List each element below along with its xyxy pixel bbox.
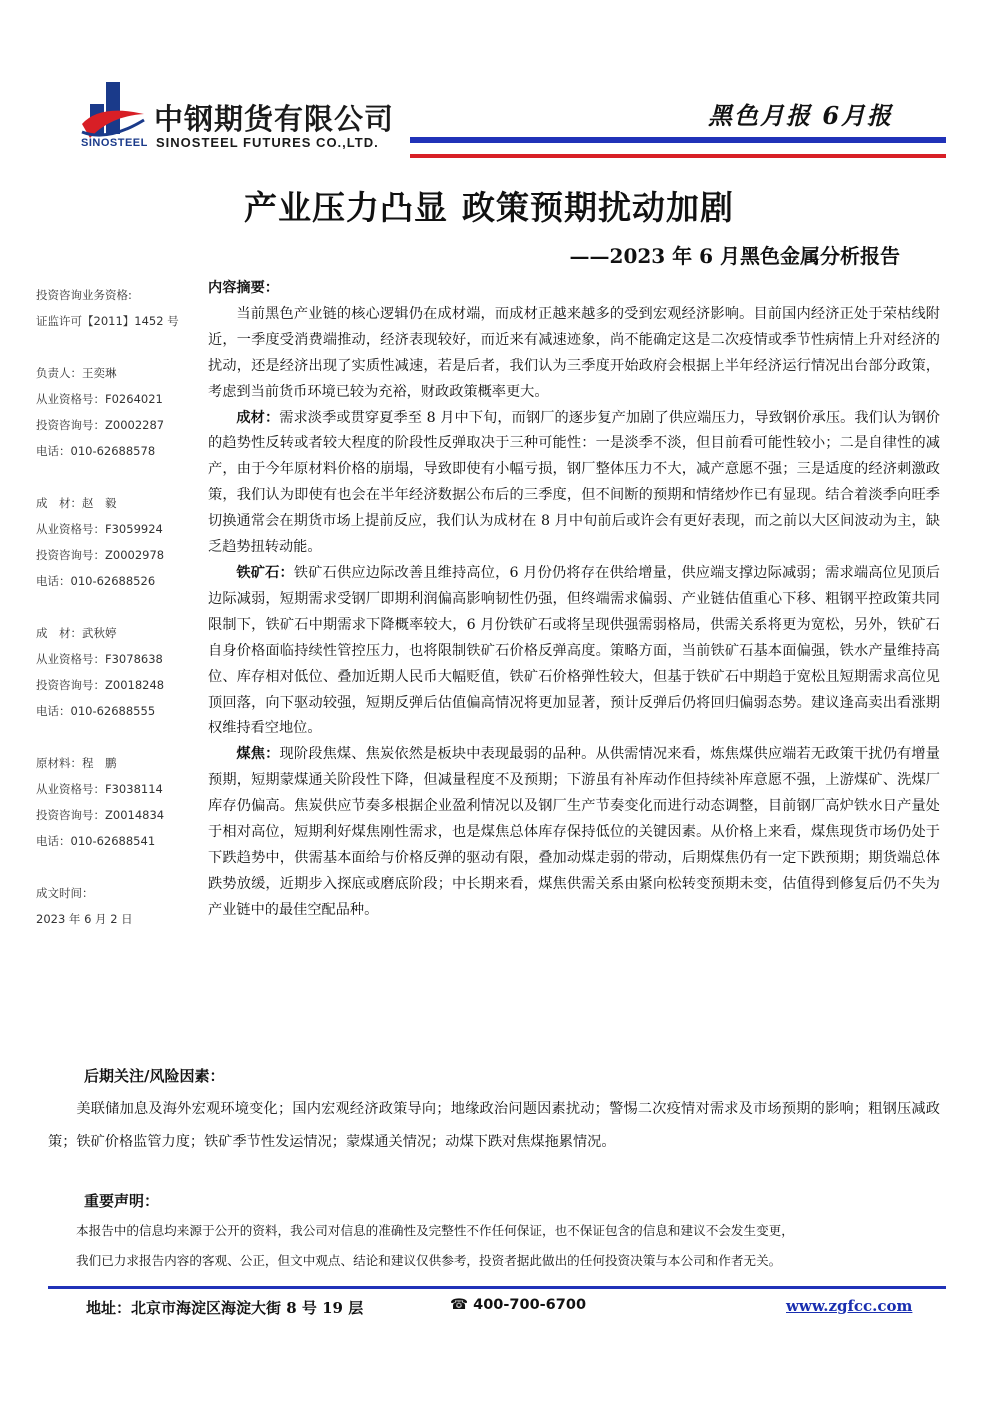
title-part2: 政策预期扰动加剧: [462, 188, 734, 227]
steel-text: 需求淡季或贯穿夏季至 8 月中下旬，而钢厂的逐步复产加剧了供应端压力，导致钢价承压。我们认为钢价的趋势性反转或者较大程度的阶段性反弹取决于三种可能性：一是淡季不淡，但目前看可能性较小；二是自律性的减产，由于今年原材料价格的崩塌，导致即使有小幅亏损，钢厂整体压力不大，减产意愿不强；三是适度的经济刺激政策，我们认为即使有也会在半年经济数据公布后的三季度，但不间断的预期和情绪炒作已有显现。结合着淡季向旺季切换通常会在期货市场上提前反应，我们认为成材在 8 月中旬前后或许会有更好表现，而之前以大区间波动为主，缺乏趋势扭转动能。: [208, 409, 940, 556]
logo-text: SINOSTEEL: [81, 137, 148, 149]
contact-phone: 电话：010-62688555: [36, 704, 156, 718]
contact-cert: 从业资格号：F0264021: [36, 392, 163, 406]
contact-cert: 从业资格号：F3059924: [36, 522, 163, 536]
abstract-heading: 内容摘要：: [208, 280, 279, 296]
contact-cert: 从业资格号：F3078638: [36, 652, 163, 666]
contact-role: 负责人：王奕琳: [36, 366, 117, 380]
footer-address: 地址：北京市海淀区海淀大街 8 号 19 层: [86, 1299, 364, 1317]
disclaimer-line: 本报告中的信息均来源于公开的资料，我公司对信息的准确性及完整性不作任何保证，也不保证包含的信息和建议不会发生变更，: [76, 1223, 794, 1238]
contact-advisory: 投资咨询号：Z0002978: [36, 548, 165, 562]
risk-heading: 后期关注/风险因素：: [84, 1067, 225, 1085]
footer-website-link[interactable]: www.zgfcc.com: [786, 1297, 913, 1315]
contact-cert: 从业资格号：F3038114: [36, 782, 163, 796]
contact-phone: 电话：010-62688526: [36, 574, 156, 588]
company-name-cn: 中钢期货有限公司: [154, 102, 395, 136]
risk-text: 美联储加息及海外宏观环境变化；国内宏观经济政策导向；地缘政治问题因素扰动；警惕二次疫情对需求及市场预期的影响；粗钢压减政策；铁矿价格监管力度；铁矿季节性发运情况；蒙煤通关情况；动煤下跌对焦煤拖累情况。: [48, 1101, 940, 1150]
coal-label: 煤焦：: [236, 746, 280, 763]
contact-phone: 电话：010-62688578: [36, 444, 156, 458]
date-label: 成文时间：: [36, 886, 94, 900]
contact-role: 成 材：武秋婷: [36, 626, 117, 640]
footer-phone-number: 400-700-6700: [473, 1297, 587, 1313]
footer-divider: [48, 1286, 946, 1289]
coal-paragraph: [208, 742, 940, 923]
report-type: 黑色月报 6月报: [708, 101, 894, 130]
ore-text: 铁矿石供应边际改善且维持高位，6 月份仍将存在供给增量，供应端支撑边际减弱；需求端高位见顶后边际减弱，短期需求受钢厂即期利润偏高影响韧性仍强，但终端需求偏弱、产业链估值重心下移、粗钢平控政策共同限制下，铁矿石中期需求下降概率较大，6 月份铁矿石或将呈现供强需弱格局，供需关系将更为宽松，另外，铁矿石自身价格面临持续性管控压力，也将限制铁矿石价格反弹高度。策略方面，当前铁矿石基本面偏强，铁水产量维持高位、库存相对低位、叠加近期人民币大幅贬值，铁矿石价格弹性较大，但基于铁矿石中期趋于宽松且短期需求高位见顶回落，向下驱动较强，短期反弹后估值偏高情况将更加显著，预计反弹后仍将回归偏弱态势。建议逢高卖出看涨期权维持看空地位。: [208, 564, 940, 737]
contact-role: 成 材：赵 毅: [36, 496, 117, 510]
contact-role: 原材料：程 鹏: [36, 756, 117, 770]
contact-advisory: 投资咨询号：Z0002287: [36, 418, 165, 432]
abstract-intro: 当前黑色产业链的核心逻辑仍在成材端，而成材正越来越多的受到宏观经济影响。目前国内经济正处于荣枯线附近，一季度受消费端推动，经济表现较好，而近来有减速迹象，尚不能确定这是二次疫情或季节性病情上升对经济的扰动，还是经济出现了实质性减速，若是后者，我们认为三季度开始政府会根据上半年经济运行情况出台部分政策，考虑到当前货币环境已较为充裕，财政政策概率更大。: [208, 305, 940, 400]
footer-phone: [450, 1297, 586, 1313]
risk-section: [48, 1093, 940, 1159]
header-red-bar: [410, 154, 946, 158]
page-subtitle: ——2023 年 6 月黑色金属分析报告: [569, 244, 900, 268]
page-title: [0, 182, 992, 229]
contact-phone: 电话：010-62688541: [36, 834, 156, 848]
ore-label: 铁矿石：: [236, 564, 294, 581]
phone-icon: ☎: [450, 1297, 474, 1313]
disclaimer-line: 我们已力求报告内容的客观、公正，但文中观点、结论和建议仅供参考，投资者据此做出的任何投资决策与本公司和作者无关。: [76, 1253, 782, 1268]
company-name-en: SINOSTEEL FUTURES CO.,LTD.: [156, 135, 379, 150]
ore-paragraph: [208, 561, 940, 742]
qualification-label: 投资咨询业务资格:: [36, 288, 132, 302]
date-value: 2023 年 6 月 2 日: [36, 912, 133, 926]
steel-label: 成材：: [236, 409, 280, 426]
disclaimer-section: [76, 1216, 940, 1276]
sidebar: [36, 282, 206, 932]
qualification-value: 证监许可【2011】1452 号: [36, 314, 179, 328]
header-blue-bar: [410, 137, 946, 143]
contact-advisory: 投资咨询号：Z0018248: [36, 678, 165, 692]
abstract-section: [208, 276, 940, 924]
disclaimer-heading: 重要声明：: [84, 1192, 160, 1210]
contact-advisory: 投资咨询号：Z0014834: [36, 808, 165, 822]
coal-text: 现阶段焦煤、焦炭依然是板块中表现最弱的品种。从供需情况来看，炼焦煤供应端若无政策干扰仍有增量预期，短期蒙煤通关阶段性下降，但减量程度不及预期；下游虽有补库动作但持续补库意愿不强，上游煤矿、洗煤厂库存仍偏高。焦炭供应节奏多根据企业盈利情况以及钢厂生产节奏变化而进行动态调整，目前钢厂高炉铁水日产量处于相对高位，短期利好煤焦刚性需求，也是煤焦总体库存保持低位的关键因素。从价格上来看，煤焦现货市场仍处于下跌趋势中，供需基本面给与价格反弹的驱动有限，叠加动煤走弱的带动，后期煤焦仍有一定下跌预期；期货端总体跌势放缓，近期步入探底或磨底阶段；中长期来看，煤焦供需关系由紧向松转变预期未变，估值得到修复后仍不失为产业链中的最佳空配品种。: [208, 746, 940, 918]
title-part1: 产业压力凸显: [244, 188, 448, 227]
steel-paragraph: [208, 406, 940, 561]
